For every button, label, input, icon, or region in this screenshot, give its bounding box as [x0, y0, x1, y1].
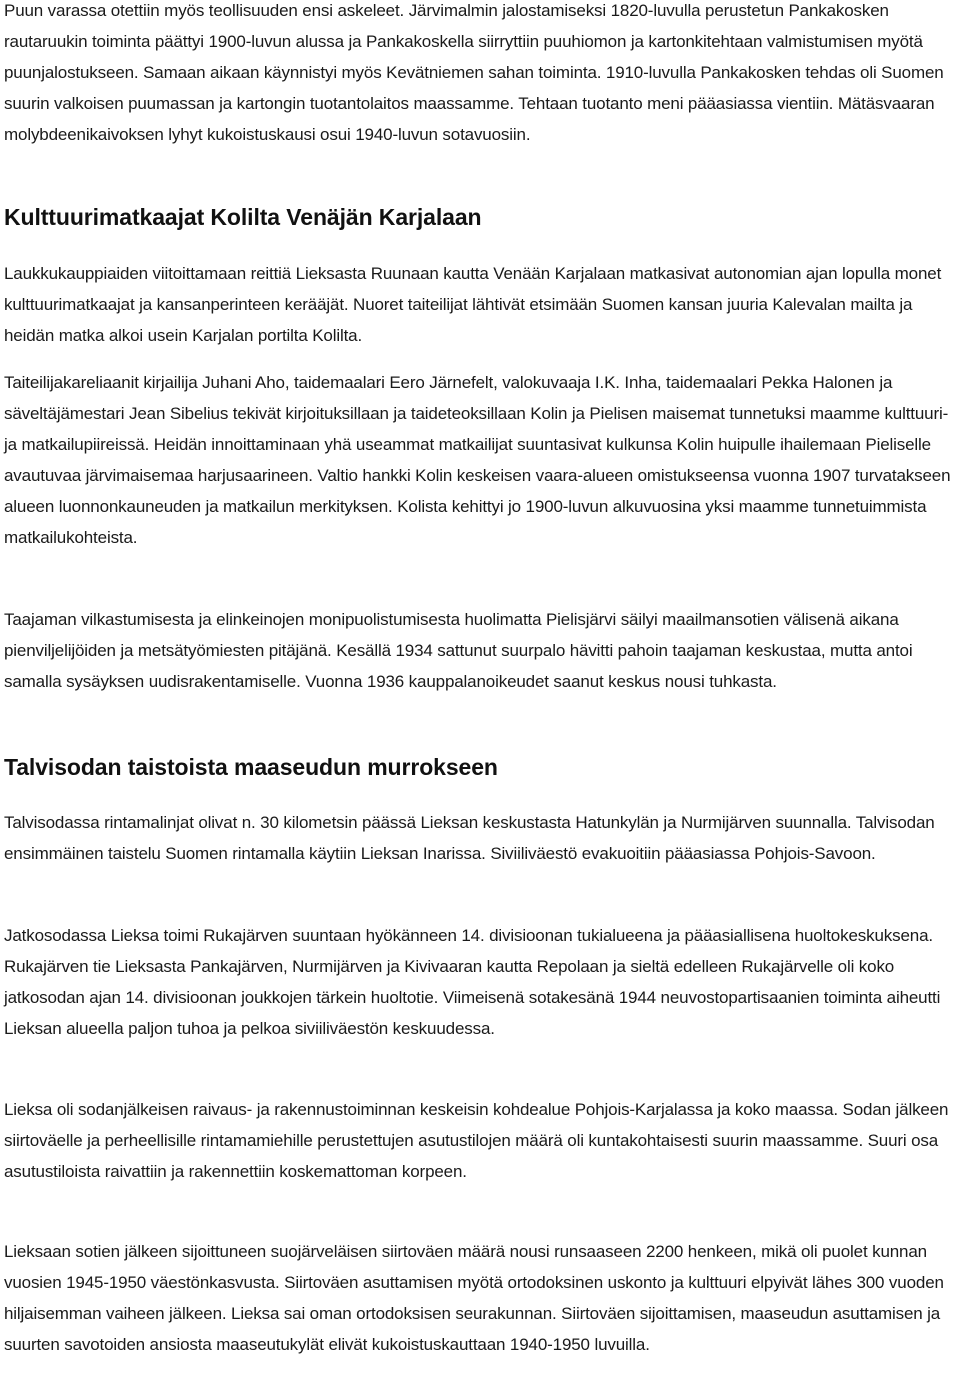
paragraph-resettlement: Lieksaan sotien jälkeen sijoittuneen suojärveläisen siirtoväen määrä nousi runsaaseen 2200 henkeen, mikä oli puolet kunnan vuosien 1945-1950 väestönkasvusta. Siirtoväen asuttamisen myötä ortodoksinen uskonto ja kulttuuri elpyivät lähes 300 vuoden hiljaisemman vaiheen jälkeen. Lieksa sai oman ortodoksisen seurakunnan. Siirtoväen sijoittamisen, maaseudun asuttamisen ja suurten savotoiden ansiosta maaseutukylät elivät kukoistuskauttaan 1940-1950 luvuilla. [4, 1242, 944, 1354]
paragraph-travel-route: Laukkukauppiaiden viitoittamaan reittiä Lieksasta Ruunaan kautta Venään Karjalaan matkasivat autonomian ajan lopulla monet kulttuurimatkaajat ja kansanperinteen kerääjät. Nuoret taiteilijat lähtivät etsimään Suomen kansan juuria Kalevalan mailta ja heidän matka alkoi usein Karjalan portilta Kolilta. [4, 264, 942, 345]
paragraph-winter-war: Talvisodassa rintamalinjat olivat n. 30 kilometsin päässä Lieksan keskustasta Hatunkylän ja Nurmijärven suunnalla. Talvisodan ensimmäinen taistelu Suomen rintamalla käytiin Lieksan Inarissa. Siviiliväestö evakuoitiin pääasiassa Pohjois-Savoon. [4, 813, 935, 863]
paragraph-industry: Puun varassa otettiin myös teollisuuden ensi askeleet. Järvimalmin jalostamiseksi 1820-luvulla perustetun Pankakosken rautaruukin toiminta päättyi 1900-luvun alussa ja Pankakoskella siirryttiin puuhiomon ja kartonkitehtaan valmistumisen myötä puunjalostukseen. Samaan aikaan käynnistyi myös Kevätniemen sahan toiminta. 1910-luvulla Pankakosken tehdas oli Suomen suurin valkoisen puumassan ja kartongin tuotantolaitos maassamme. Tehtaan tuotanto meni pääasiassa vientiin. Mätäsvaaran molybdeenikaivoksen lyhyt kukoistuskausi osui 1940-luvun sotavuosiin. [4, 1, 944, 144]
paragraph-reconstruction: Lieksa oli sodanjälkeisen raivaus- ja rakennustoiminnan keskeisin kohdealue Pohjois-Karjalassa ja koko maassa. Sodan jälkeen siirtoväelle ja perheellisille rintamamiehille perustettujen asutustilojen määrä oli kuntakohtaisesti suurin maassamme. Suuri osa asutustiloista raivattiin ja rakennettiin koskemattoman korpeen. [4, 1100, 949, 1181]
paragraph-karelianists: Taiteilijakareliaanit kirjailija Juhani Aho, taidemaalari Eero Järnefelt, valokuvaaja I.K. Inha, taidemaalari Pekka Halonen ja säveltäjämestari Jean Sibelius tekivät kirjoituksillaan ja taideteoksillaan Kolin ja Pielisen maisemat tunnetuksi maamme kulttuuri- ja matkailupiireissä. Heidän innoittaminaan yhä useammat matkailijat suuntasivat kulkunsa Kolin huipulle ihailemaan Pieliselle avautuvaa järvimaisemaa harjusaarineen. Valtio hankki Kolin keskeisen vaara-alueen omistukseensa vuonna 1907 turvatakseen alueen luonnonkauneuden ja matkailun merkityksen. Kolista kehittyi jo 1900-luvun alkuvuosina yksi maamme tunnetuimmista matkailukohteista. [4, 373, 951, 547]
paragraph-town-fire: Taajaman vilkastumisesta ja elinkeinojen monipuolistumisesta huolimatta Pielisjärvi säilyi maailmansotien välisenä aikana pienviljelijöiden ja metsätyömiesten pitäjänä. Kesällä 1934 sattunut suurpalo hävitti pahoin taajaman keskustaa, mutta antoi samalla sysäyksen uudisrakentamiselle. Vuonna 1936 kauppalanoikeudet saanut keskus nousi tuhkasta. [4, 610, 913, 691]
heading-winter-war: Talvisodan taistoista maaseudun murrokseen [4, 754, 498, 780]
heading-culture-travelers: Kulttuurimatkaajat Kolilta Venäjän Karjalaan [4, 204, 482, 230]
paragraph-continuation-war: Jatkosodassa Lieksa toimi Rukajärven suuntaan hyökänneen 14. divisioonan tukialueena ja pääasiallisena huoltokeskuksena. Rukajärven tie Lieksasta Pankajärven, Nurmijärven ja Kivivaaran kautta Repolaan ja sieltä edelleen Rukajärvelle oli koko jatkosodan ajan 14. divisioonan joukkojen tärkein huoltotie. Viimeisenä sotakesänä 1944 neuvostopartisaanien toiminta aiheutti Lieksan alueella paljon tuhoa ja pelkoa siviiliväestön keskuudessa. [4, 926, 941, 1038]
